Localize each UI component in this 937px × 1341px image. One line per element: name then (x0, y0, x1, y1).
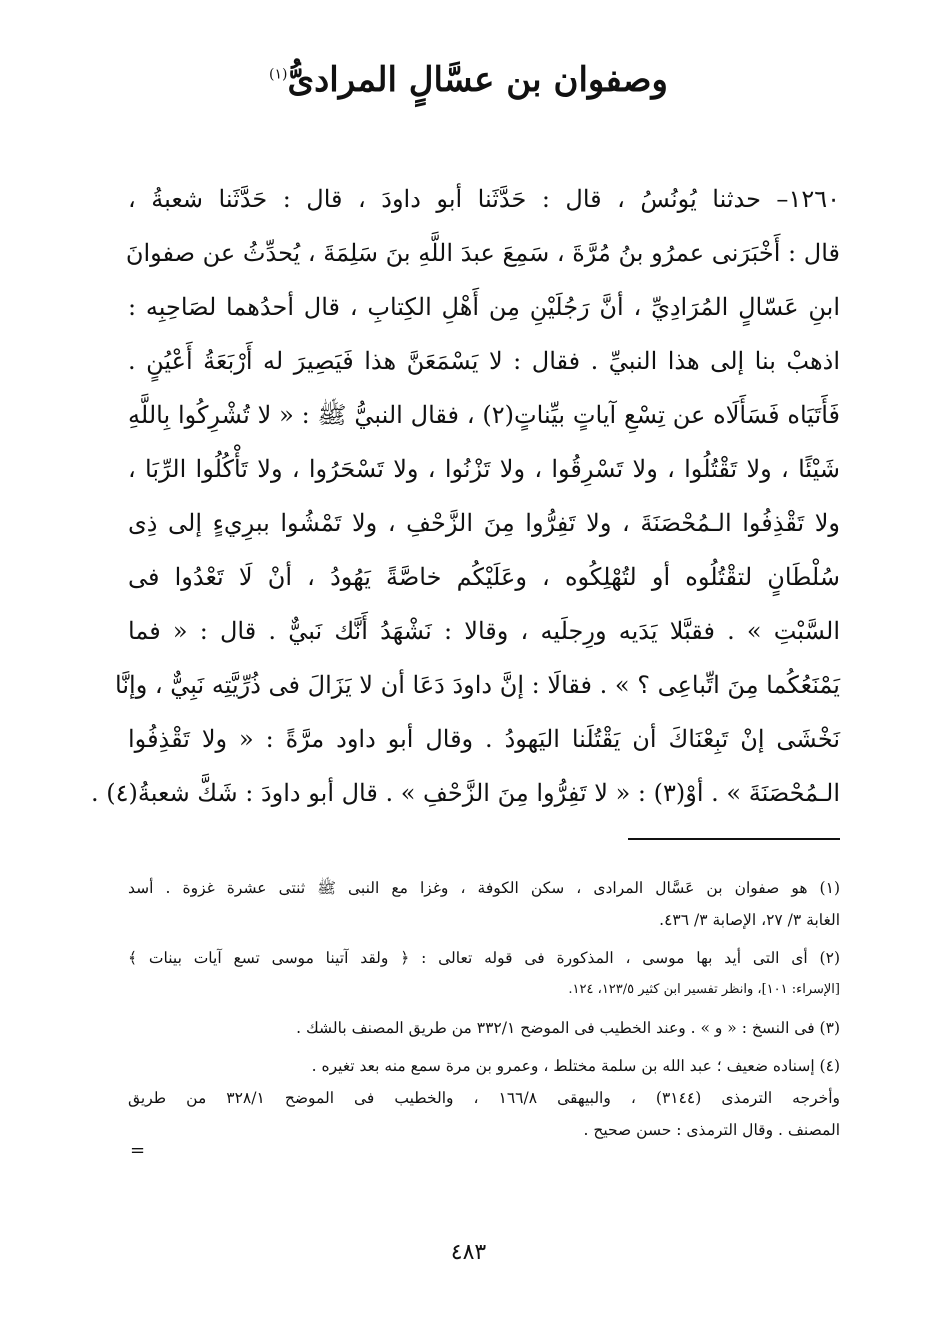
footnote-line-2: الغابة ٣/ ٢٧، الإصابة ٣/ ٤٣٦. (659, 911, 840, 929)
body-line-9: السَّبْتِ » . فقبَّلا يَدَيه ورِجلَيه ، وقالا : نَشْهَدُ أَنَّك نَبيٌّ . قال : « فما (128, 617, 840, 645)
body-line-5: فَأَتَيَاه فَسَأَلَاه عن تِسْعِ آياتٍ بيِّناتٍ(٢) ، فقال النبيُّ ﷺ : « لا تُشْرِكُوا بِاللَّهِ (128, 401, 840, 429)
body-line-6: شَيْئًا ، ولا تَقْتُلُوا ، ولا تَسْرِقُوا ، ولا تَزْنُوا ، ولا تَسْحَرُوا ، ولا تَأْكُلُوا الرِّبَا ، (128, 455, 840, 483)
footnote-line-8: المصنف . وقال الترمذى : حسن صحيح . (583, 1121, 840, 1139)
body-line-8: سُلْطَانٍ لتقْتُلُوه أو لتُهْلِكُوه ، وعَلَيْكُم خاصَّةً يَهُودُ ، أنْ لَا تَعْدُوا فى (128, 563, 840, 591)
footnote-line-3: (٢) أى التى أيد بها موسى ، المذكورة فى قوله تعالى : ﴿ ولقد آتينا موسى تسع آيات بينات ﴾ (128, 949, 840, 967)
body-line-12: الـمُحْصَنَةَ » . أوْ(٣) : « لا تَفِرُّوا مِنَ الزَّحْفِ » . قال أبو داودَ : شَكَّ شعبةُ(٤) . (91, 779, 840, 807)
footnote-line-6: (٤) إسناده ضعيف ؛ عبد الله بن سلمة مختلط ، وعمرو بن مرة سمع منه بعد تغيره . (311, 1057, 840, 1075)
body-line-1: ١٢٦٠– حدثنا يُونُسُ ، قال : حَدَّثَنا أبو داودَ ، قال : حَدَّثَنا شعبةُ ، (128, 185, 840, 213)
page-number: ٤٨٣ (450, 1240, 487, 1265)
body-line-7: ولا تَقْذِفُوا الـمُحْصَنَةَ ، ولا تَفِرُّوا مِنَ الزَّحْفِ ، ولا تَمْشُوا ببرِيءٍ إلى ذِى (128, 509, 840, 537)
body-line-4: اذهبْ بنا إلى هذا النبيِّ . فقال : لا يَسْمَعَنَّ هذا فَيَصِيرَ له أَرْبَعَةُ أَعْيُنٍ . (128, 347, 840, 375)
body-line-10: يَمْنَعُكُما مِنَ اتِّباعِى ؟ » . فقالَا : إنَّ داودَ دَعَا أن لا يَزَالَ فى ذُرِّيَّتِه نَبِيٌّ ، وإنَّا (115, 671, 840, 699)
footnote-line-1: (١) هو صفوان بن عَسَّال المرادى ، سكن الكوفة ، وغزا مع النبى ﷺ ثنتى عشرة غزوة . أسد (128, 879, 840, 897)
footnote-line-7: وأخرجه الترمذى (٣١٤٤) ، والبيهقى ١٦٦/٨ ، والخطيب فى الموضح ٣٢٨/١ من طريق (128, 1089, 840, 1107)
body-line-2: قال : أَخْبَرَنى عمرُو بنُ مُرَّةَ ، سَمِعَ عبدَ اللَّهِ بنَ سَلِمَةَ ، يُحدِّثُ عن صفوانَ (125, 239, 840, 267)
footnotes (128, 872, 840, 1146)
title-footnote-marker: (١) (269, 66, 288, 83)
section-title-text: وصفوان بن عسَّالٍ المرادىُّ (287, 60, 668, 100)
footnote-divider (628, 838, 840, 840)
body-line-3: ابنِ عَسّالٍ المُرَادِيِّ ، أنَّ رَجُلَيْنِ مِن أَهْلِ الكِتابِ ، قال أحدُهما لصَاحِبِه : (128, 293, 840, 321)
body-line-11: نَخْشَى إنْ تَبِعْنَاكَ أن يَقْتُلَنا اليَهودُ . وقال أبو داود مرَّةً : « ولا تَقْذِفُوا (128, 725, 840, 753)
hadith-body (91, 172, 840, 820)
footnote-line-4: [الإسراء: ١٠١]، وانظر تفسير ابن كثير ١٢٣/٥، ١٢٤. (568, 982, 840, 997)
continuation-mark: = (130, 1140, 146, 1161)
section-title (0, 60, 937, 100)
footnote-line-5: (٣) فى النسخ : « و » . وعند الخطيب فى الموضح ٣٣٢/١ من طريق المصنف بالشك . (296, 1019, 840, 1037)
